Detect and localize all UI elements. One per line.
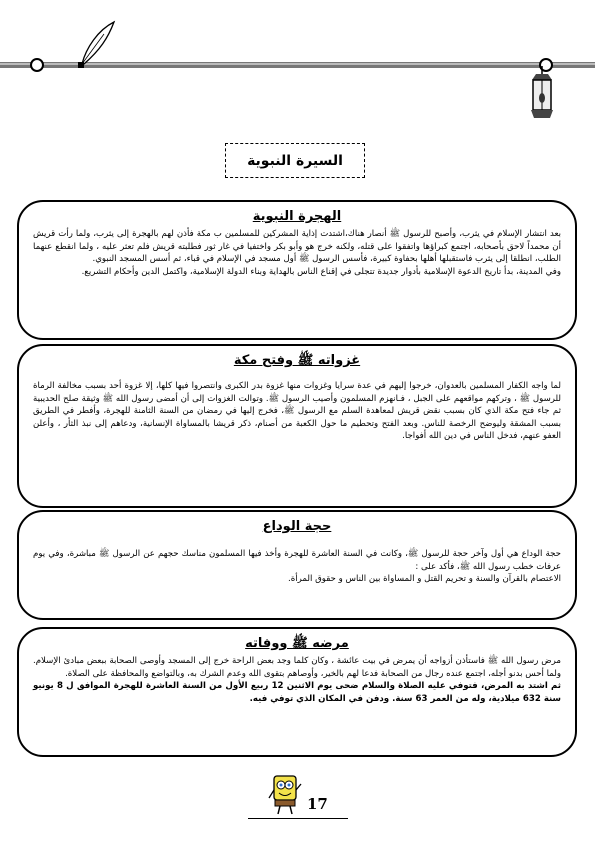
section-body-continued: الاعتصام بالقرآن والسنة و تحريم القتل و المساواة بين الناس و حقوق المرأة.	[288, 574, 561, 585]
footer-rule	[248, 818, 348, 819]
section-body: بعد انتشار الإسلام في يثرب، وأصبح للرسول ﷺ أنصار هناك،اشتدت إذاية المشركين للمسلمين ب مكة فأذن لهم بالهجرة إلى يثرب، ولما رأت قريش أن محمداً لاحق بأصحابه، اجتمع كبراؤها واتفقوا على قتله، ولكنه خرج هو وأبو بكر واختفيا في غار ثور فطلبته قريش فلم تعثر عليه ، ولما انقطع عنهما الطلب، انطلقا إلى يثرب فاستقبلها أهلها بحفاوة كبيرة، فأسس الرسول ﷺ أول مسجد في الإسلام في قباء، ثم أسس المسجد النبوي.	[33, 229, 561, 265]
section-card-hijra	[17, 200, 577, 340]
section-heading: الهجرة النبوية	[252, 209, 342, 224]
section-heading: مرضه ﷺ ووفاته	[245, 636, 349, 651]
lantern-icon	[524, 66, 560, 126]
rail-left-knob	[28, 56, 46, 74]
section-card-ghazawat	[17, 344, 577, 508]
section-heading: حجة الوداع	[262, 519, 332, 534]
section-body: لما واجه الكفار المسلمين بالعدوان، خرجوا إليهم في عدة سرايا وغزوات منها غزوة بدر الكبرى وانتصروا فيها كلها، إلا غزوة أحد بسبب مخالفة الرماة للرسول ﷺ ، وتركهم مواقعهم على الجبل ، فـانهزم المسلمون وأصيب الرسول ﷺ. وتوالت الغزوات إلى أن أمضى رسول الله ﷺ وثيقة صلح الحديبية ثم جاء فتح مكة الذي كان بسبب نقض قريش لمعاهدة السلم مع الرسول ﷺ، فخرج إليها في رمضان من السنة الثامنة للهجرة، وأفطر في الطريق بسبب المشقة وليوضح الرخصة للناس. وبعد الفتح وتحطيم ما حول الكعبة من أصنام، ذكر قريشا بالمساواة الإنسانية، ودعاهم إلى نبذ الثأر ، وأعلن العفو عنهم، فدخل الناس في دين الله أفواجا.	[33, 381, 561, 442]
quill-icon	[68, 20, 118, 70]
section-card-hajj	[17, 510, 577, 620]
section-card-death	[17, 627, 577, 757]
page-title: السيرة النبوية	[225, 143, 365, 178]
section-body-continued: ثم اشتد به المرض، فتوفي عليه الصلاة والسلام ضحى يوم الاثنين 12 ربيع الأول من السنة العاشرة للهجرة الموافق ل 8 يونيو سنة 632 ميلادية، وله من العمر 63 سنة. ودفن في المكان الذي توفي فيه.	[33, 681, 562, 704]
section-heading: غزواته ﷺ وفتح مكة	[233, 353, 361, 368]
section-body: حجة الوداع هي أول وآخر حجة للرسول ﷺ، وكانت في السنة العاشرة للهجرة وأخذ فيها المسلمون مناسك حجهم عن الرسول ﷺ مباشرة، وفي يوم عرفات خطب رسول الله ﷺ، فأكد على :	[33, 549, 561, 572]
section-body: مرض رسول الله ﷺ فاستأذن أزواجه أن يمرض في بيت عائشة ، وكان كلما وجد بعض الراحة خرج إلى المسجد وأوصى الصحابة ببعض مبادئ الإسلام. ولما أحس بدنو أجله، اجتمع عنده رجال من الصحابة فدعا لهم بالخير، وأوصاهم بتقوى الله وعدم الشرك به، وبالتواضع والمحافظة على الصلاة.	[33, 656, 561, 679]
page-number: 17	[307, 795, 328, 813]
section-body-continued: وفي المدينة، بدأ تاريخ الدعوة الإسلامية بأدوار جديدة تتجلى في إقناع الناس بالهداية وبناء الدولة الإسلامية، واكتمل الدين وأحكام التشريع.	[81, 266, 561, 277]
sponge-mascot-icon	[268, 772, 302, 816]
